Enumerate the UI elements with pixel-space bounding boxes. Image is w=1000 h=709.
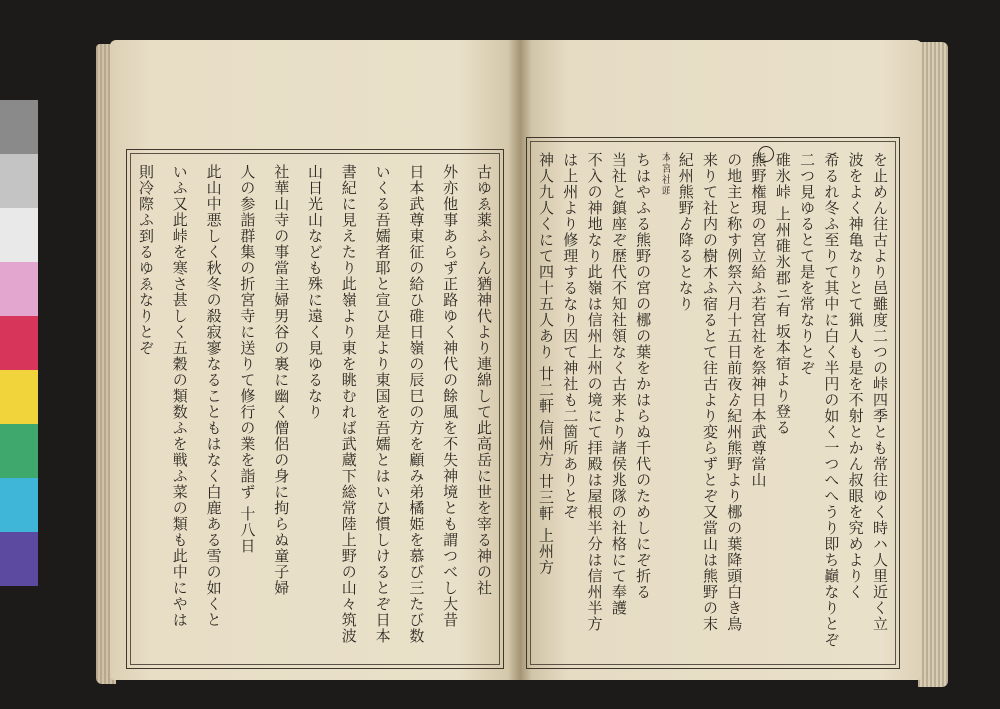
text-column: 書紀に見えたり此嶺より東を眺むれば武蔵下総常陸上野の山々筑波 bbox=[339, 164, 358, 644]
text-column: 人の参詣群集の折宮寺に送りて修行の業を詣ず 十八日 bbox=[238, 164, 257, 554]
poem-column: ちはやふる熊野の宮の梛の葉をかはらぬ千代のためしにぞ折る bbox=[634, 152, 653, 600]
note-column: 本宮社頭 bbox=[659, 152, 671, 196]
swatch-green bbox=[0, 424, 38, 478]
text-column: は上州より修理するなり因て神社も二箇所ありとぞ bbox=[561, 152, 580, 520]
text-column: 山日光山なども殊に遠く見ゆるなり bbox=[305, 164, 324, 420]
color-calibration-strip bbox=[0, 100, 38, 600]
swatch-pink bbox=[0, 262, 38, 316]
section-marker-circle bbox=[758, 146, 774, 162]
left-page-columns bbox=[137, 164, 493, 658]
text-column: いふ又此峠を寒さ甚しく五穀の類数ふを戦ふ菜の類も此中にやは bbox=[170, 164, 189, 628]
text-column: 当社と鎮座ぞ歴代不知社領なく古来より諸侯兆隊の社格にて奉護 bbox=[609, 152, 628, 616]
left-page-text-frame bbox=[126, 149, 504, 669]
swatch-red bbox=[0, 316, 38, 370]
text-column: 神人九人くにて四十五人あり 廿二軒 信州方 廿三軒 上州方 bbox=[537, 152, 555, 576]
text-column: 二つ見ゆるとて是を常なりとぞ bbox=[798, 152, 817, 376]
text-column: の地主と称す例祭六月十五日前夜ゟ紀州熊野より梛の葉降頭白き鳥 bbox=[725, 152, 744, 632]
swatch-light-gray bbox=[0, 154, 38, 208]
text-column: 社華山寺の事當主婦男谷の裏に幽く僧侶の身に拘らぬ童子婦 bbox=[272, 164, 291, 596]
text-column: 日本武尊東征の給ひ碓日嶺の辰巳の方を顧み弟橘姫を慕び三たび数 bbox=[407, 164, 426, 644]
text-column: 紀州熊野ゟ降るとなり bbox=[676, 152, 695, 312]
text-column: 古ゆゑ薬ふらん猶神代より連綿して此高岳に世を宰る神の社 bbox=[474, 164, 493, 596]
text-column: 外亦他事あらず正路ゆく神代の餘風を不失神境とも謂つべし大昔 bbox=[441, 164, 460, 628]
swatch-gray bbox=[0, 100, 38, 154]
text-column: 熊野権現の宮立給ふ若宮社を祭神日本武尊當山 bbox=[749, 152, 768, 488]
text-column: 波をよく神亀なりとて猟人も是を不射とかん叔眼を究めよりく bbox=[846, 152, 865, 600]
open-book bbox=[96, 34, 948, 689]
text-column: 則冷際ふ到るゆゑなりとぞ bbox=[137, 164, 155, 356]
swatch-yellow bbox=[0, 370, 38, 424]
text-column: いくる吾嬬者耶と宣ひ是より東国を吾嬬とはいひ慣しけるとぞ日本 bbox=[373, 164, 392, 644]
swatch-white bbox=[0, 208, 38, 262]
section-heading-column: 碓氷峠 上州碓氷郡ニ有 坂本宿より登る bbox=[773, 152, 792, 436]
text-column: 此山中悪しく秋冬の殺寂寥なることもはなく白鹿ある雪の如くと bbox=[204, 164, 223, 628]
text-column: 来りて社内の樹木ふ宿るとて往古より変らずとぞ又當山は熊野の末 bbox=[700, 152, 719, 632]
right-page-text-frame bbox=[526, 137, 900, 669]
book-edge-right bbox=[918, 42, 948, 687]
swatch-cyan bbox=[0, 478, 38, 532]
right-page-columns bbox=[537, 152, 889, 658]
swatch-purple bbox=[0, 532, 38, 586]
text-column: 希るれ冬ふ至りて其中に白く半円の如く一つへへうり即ち巓なりとぞ bbox=[822, 152, 841, 648]
text-column: 不入の神地なり此嶺は信州上州の境にて拝殿は屋根半分は信州半方 bbox=[585, 152, 604, 632]
text-column: を止めん往古より邑雖度二つの峠四季とも常往ゆく時ハ人里近く立 bbox=[870, 152, 889, 632]
